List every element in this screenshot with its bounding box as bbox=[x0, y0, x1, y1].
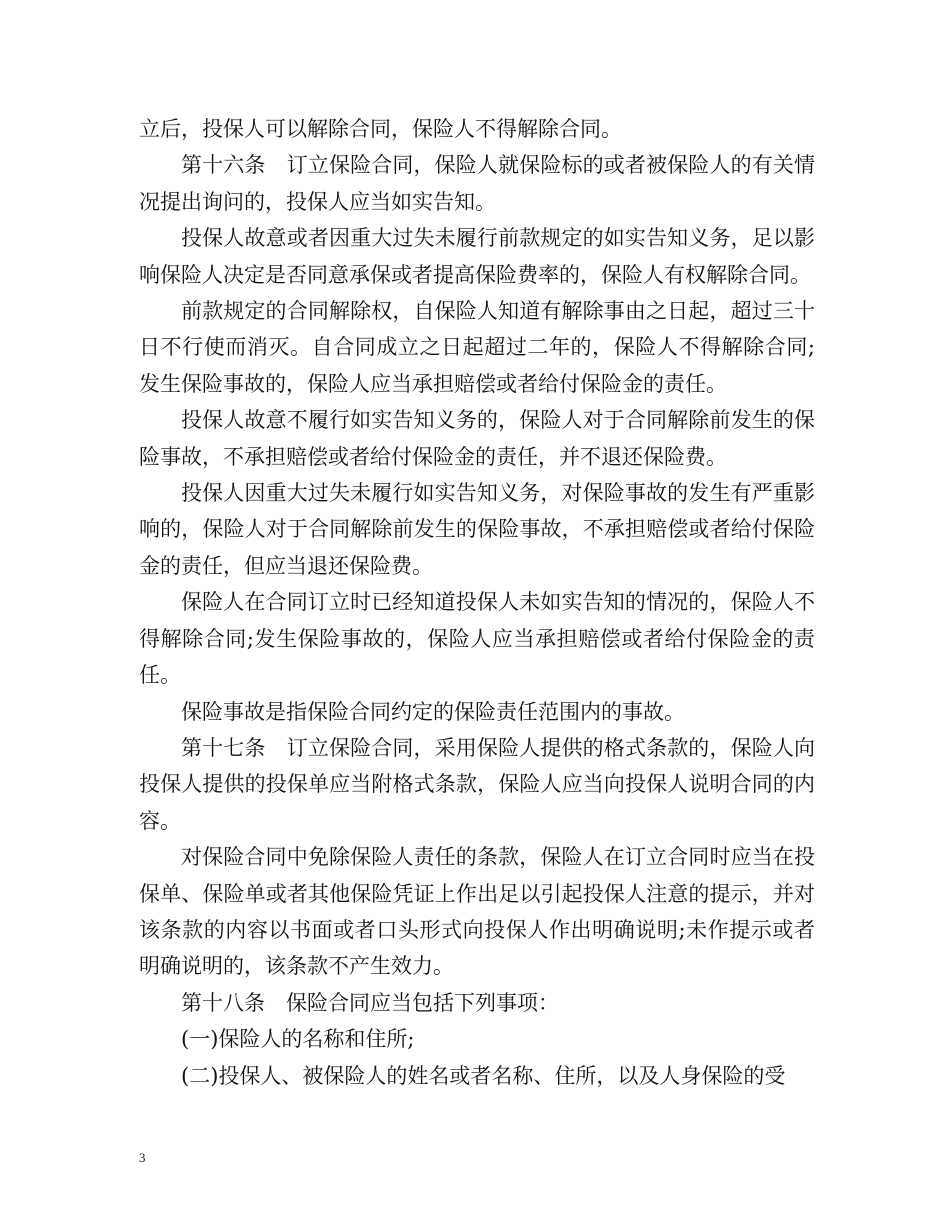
paragraph-article-18: 第十八条 保险合同应当包括下列事项： bbox=[181, 990, 559, 1015]
paragraph-disclosure-breach: 投保人故意或者因重大过失未履行前款规定的如实告知义务，足以影响保险人决定是否同意承保或者提高保险费率的，保险人有权解除合同。 bbox=[139, 226, 815, 287]
paragraph-article-17: 第十七条 订立保险合同，采用保险人提供的格式条款的，保险人向投保人提供的投保单应当附格式条款，保险人应当向投保人说明合同的内容。 bbox=[139, 735, 815, 833]
document-body bbox=[139, 111, 815, 1094]
paragraph-rescission-right: 前款规定的合同解除权，自保险人知道有解除事由之日起，超过三十日不行使而消灭。自合同成立之日起超过二年的，保险人不得解除合同;发生保险事故的，保险人应当承担赔偿或者给付保险金的责任。 bbox=[139, 299, 815, 396]
list-item-2: (二)投保人、被保险人的姓名或者名称、住所，以及人身保险的受 bbox=[181, 1063, 786, 1088]
paragraph-continuation: 立后，投保人可以解除合同，保险人不得解除合同。 bbox=[139, 117, 622, 141]
paragraph-gross-negligence: 投保人因重大过失未履行如实告知义务，对保险事故的发生有严重影响的，保险人对于合同解除前发生的保险事故，不承担赔偿或者给付保险金的责任，但应当退还保险费。 bbox=[139, 481, 815, 578]
paragraph-insured-event-definition: 保险事故是指保险合同约定的保险责任范围内的事故。 bbox=[181, 699, 685, 724]
paragraph-intentional-breach: 投保人故意不履行如实告知义务的，保险人对于合同解除前发生的保险事故，不承担赔偿或者给付保险金的责任，并不退还保险费。 bbox=[139, 408, 815, 469]
page-number: 3 bbox=[139, 1150, 146, 1165]
paragraph-article-16: 第十六条 订立保险合同，保险人就保险标的或者被保险人的有关情况提出询问的，投保人应当如实告知。 bbox=[139, 153, 815, 214]
paragraph-insurer-knowledge: 保险人在合同订立时已经知道投保人未如实告知的情况的，保险人不得解除合同;发生保险事故的，保险人应当承担赔偿或者给付保险金的责任。 bbox=[139, 590, 815, 688]
paragraph-exemption-clause: 对保险合同中免除保险人责任的条款，保险人在订立合同时应当在投保单、保险单或者其他保险凭证上作出足以引起投保人注意的提示，并对该条款的内容以书面或者口头形式向投保人作出明确说明;未作提示或者明确说明的，该条款不产生效力。 bbox=[139, 845, 815, 979]
list-item-1: (一)保险人的名称和住所; bbox=[181, 1027, 415, 1052]
